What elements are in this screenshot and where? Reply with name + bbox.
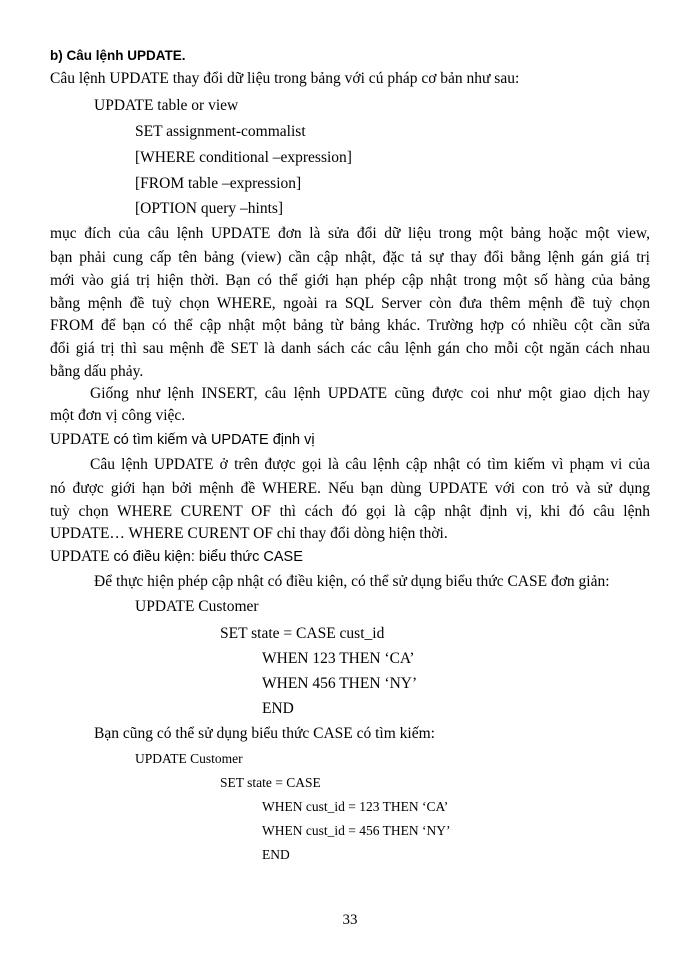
code-line: END	[262, 700, 294, 717]
syntax-line: [FROM table –expression]	[135, 175, 302, 192]
paragraph-line: UPDATE… WHERE CURENT OF chỉ thay đổi dòng hiện thời.	[50, 525, 448, 542]
paragraph-line: nó được giới hạn bởi mệnh đề WHERE. Nếu bạn dùng UPDATE với con trỏ và sử dụng	[50, 480, 650, 497]
subsection-title-text: có điều kiện: biểu thức CASE	[109, 549, 303, 565]
page-number: 33	[342, 912, 358, 928]
paragraph-line: bằng dấu phảy.	[50, 363, 144, 380]
paragraph-line: bạn phải cung cấp tên bảng (view) cần cập nhật, đặc tả sự thay đổi bằng lệnh gán giá trị	[50, 249, 650, 266]
code-line: UPDATE Customer	[135, 751, 243, 766]
paragraph-line: Bạn cũng có thể sử dụng biểu thức CASE có tìm kiếm:	[94, 725, 435, 742]
paragraph-line: đổi giá trị thì sau mệnh đề SET là danh sách các câu lệnh gán cho mỗi cột ngăn cách nhau	[50, 340, 650, 357]
code-line: SET state = CASE	[220, 775, 321, 790]
paragraph-line: bằng mệnh đề tuỳ chọn WHERE, ngoài ra SQL Server còn đưa thêm mệnh đề tuỳ chọn	[50, 295, 650, 312]
code-line: WHEN cust_id = 456 THEN ‘NY’	[262, 823, 451, 838]
syntax-line: UPDATE table or view	[94, 97, 239, 114]
paragraph-line: mới vào giá trị hiện thời. Bạn có thể giới hạn phép cập nhật trong một số hàng của bảng	[50, 272, 650, 289]
subsection-title-text: có tìm kiếm và UPDATE định vị	[109, 432, 315, 448]
section-heading: b) Câu lệnh UPDATE.	[50, 48, 186, 63]
syntax-line: [OPTION query –hints]	[135, 200, 284, 217]
paragraph-line: Giống như lệnh INSERT, câu lệnh UPDATE cũng được coi như một giao dịch hay	[90, 385, 650, 402]
intro-text: Câu lệnh UPDATE thay đổi dữ liệu trong bảng với cú pháp cơ bản như sau:	[50, 70, 520, 87]
subsection-title-prefix: UPDATE	[50, 431, 110, 448]
paragraph-line: FROM để bạn có thể cập nhật một bảng từ bảng khác. Trường hợp có nhiều cột cần sửa	[50, 317, 650, 334]
code-line: WHEN 456 THEN ‘NY’	[262, 675, 418, 692]
paragraph-line: Câu lệnh UPDATE ở trên được gọi là câu lệnh cập nhật có tìm kiếm vì phạm vi của	[90, 456, 650, 473]
subsection-title	[50, 430, 315, 450]
paragraph-line: mục đích của câu lệnh UPDATE đơn là sửa đổi dữ liệu trong một bảng hoặc một view,	[50, 225, 650, 242]
paragraph-line: một đơn vị công việc.	[50, 407, 186, 424]
code-line: WHEN cust_id = 123 THEN ‘CA’	[262, 799, 449, 814]
code-line: WHEN 123 THEN ‘CA’	[262, 650, 415, 667]
subsection-title-prefix: UPDATE	[50, 548, 110, 565]
subsection-title	[50, 547, 303, 567]
syntax-line: [WHERE conditional –expression]	[135, 149, 352, 166]
code-line: END	[262, 847, 290, 862]
code-line: UPDATE Customer	[135, 598, 259, 615]
paragraph-line: Để thực hiện phép cập nhật có điều kiện, có thể sử dụng biểu thức CASE đơn giản:	[94, 573, 610, 590]
syntax-line: SET assignment-commalist	[135, 123, 306, 140]
paragraph-line: tuỳ chọn WHERE CURENT OF thì cách đó gọi là cập nhật định vị, khi đó câu lệnh	[50, 503, 650, 520]
code-line: SET state = CASE cust_id	[220, 625, 385, 642]
